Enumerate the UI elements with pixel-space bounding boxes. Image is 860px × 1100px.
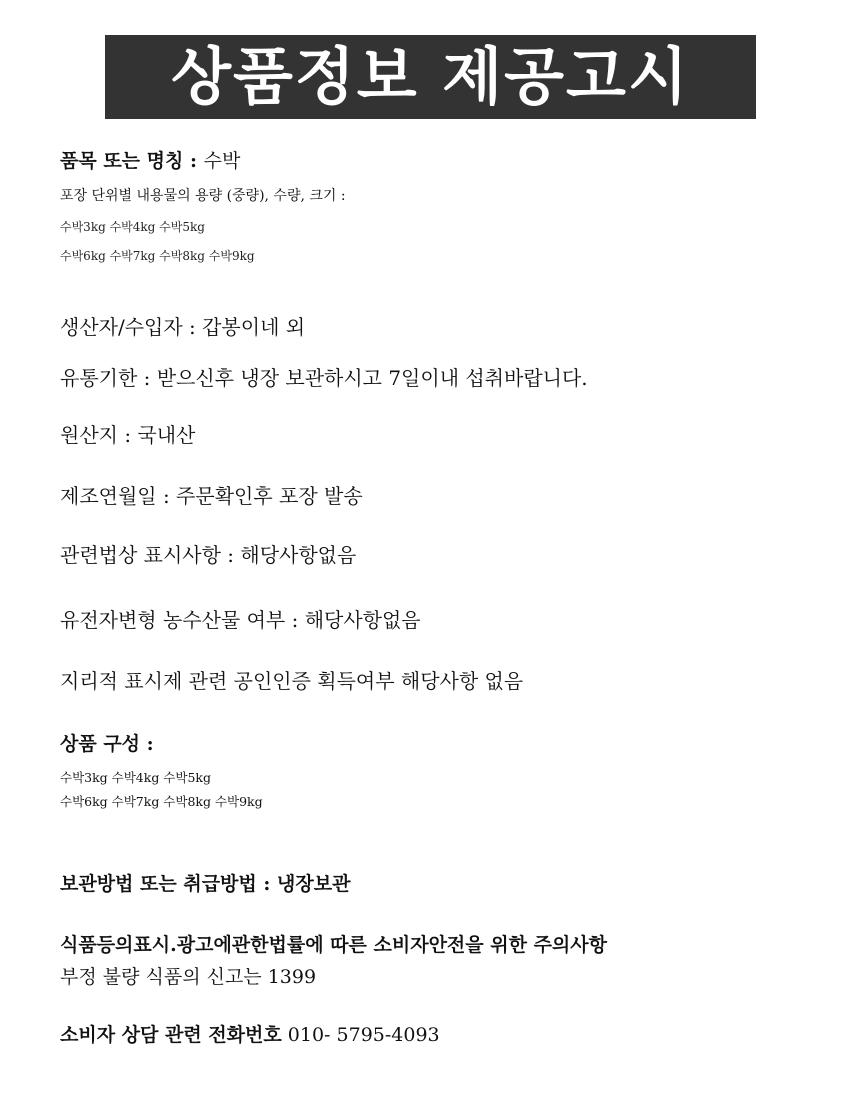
expiry: 유통기한 : 받으신후 냉장 보관하시고 7일이내 섭취바랍니다. xyxy=(60,366,588,390)
legal-notice: 관련법상 표시사항 : 해당사항없음 xyxy=(60,543,357,567)
package-line-2: 수박6kg 수박7kg 수박8kg 수박9kg xyxy=(60,249,255,263)
geo-indication: 지리적 표시제 관련 공인인증 획득여부 해당사항 없음 xyxy=(60,669,524,693)
safety-label: 식품등의표시.광고에관한법률에 따른 소비자안전을 위한 주의사항 xyxy=(60,934,607,956)
contact-phone: 010- 5795-4093 xyxy=(281,1024,440,1046)
origin: 원산지 : 국내산 xyxy=(60,423,196,447)
composition-line-1: 수박3kg 수박4kg 수박5kg xyxy=(60,770,211,785)
item-name-row xyxy=(60,150,240,173)
contact-row xyxy=(60,1024,440,1047)
safety-report: 부정 불량 식품의 신고는 1399 xyxy=(60,966,317,988)
package-line-1: 수박3kg 수박4kg 수박5kg xyxy=(60,220,205,234)
page-title: 상품정보 제공고시 xyxy=(171,40,690,113)
item-name-label: 품목 또는 명칭 : xyxy=(60,150,204,172)
gmo: 유전자변형 농수산물 여부 : 해당사항없음 xyxy=(60,608,421,632)
composition-label: 상품 구성 : xyxy=(60,733,154,755)
manufacture-date: 제조연월일 : 주문확인후 포장 발송 xyxy=(60,484,363,508)
item-name-value: 수박 xyxy=(203,150,241,172)
producer: 생산자/수입자 : 갑봉이네 외 xyxy=(60,315,306,339)
storage: 보관방법 또는 취급방법 : 냉장보관 xyxy=(60,873,351,895)
composition-line-2: 수박6kg 수박7kg 수박8kg 수박9kg xyxy=(60,794,263,809)
title-banner xyxy=(105,35,756,119)
package-label: 포장 단위별 내용물의 용량 (중량), 수량, 크기 : xyxy=(60,188,346,204)
contact-label: 소비자 상담 관련 전화번호 xyxy=(60,1024,282,1046)
